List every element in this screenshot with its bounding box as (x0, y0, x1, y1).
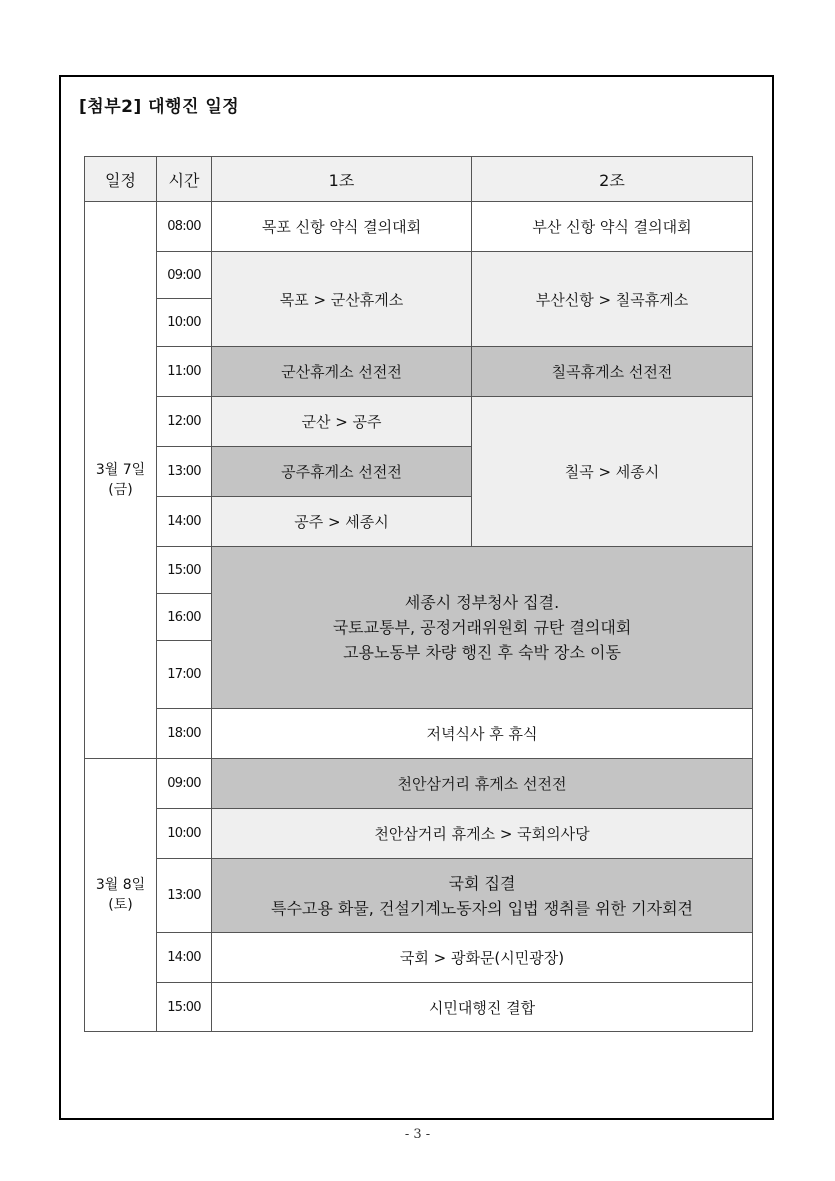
event-cell: 천안삼거리 휴게소 선전전 (212, 759, 753, 809)
time-cell: 09:00 (157, 252, 212, 299)
date-day1: 3월 7일 (95, 462, 146, 478)
event-cell: 군산 > 공주 (212, 397, 472, 447)
event-cell: 칠곡 > 세종시 (472, 397, 753, 547)
schedule-table (84, 156, 753, 1032)
weekday-day2: (토) (108, 897, 133, 913)
joint-line: 국토교통부, 공정거래위원회 규탄 결의대회 (332, 618, 632, 637)
table-row (85, 709, 753, 759)
header-row (85, 157, 753, 202)
event-cell: 목포 신항 약식 결의대회 (212, 202, 472, 252)
joint-line: 고용노동부 차량 행진 후 숙박 장소 이동 (343, 643, 621, 662)
joint-event-cell (212, 859, 753, 933)
time-cell: 09:00 (157, 759, 212, 809)
table-row (85, 809, 753, 859)
time-cell: 13:00 (157, 859, 212, 933)
table-row (85, 547, 753, 594)
event-cell: 천안삼거리 휴게소 > 국회의사당 (212, 809, 753, 859)
table-row (85, 202, 753, 252)
time-cell: 16:00 (157, 594, 212, 641)
header-time: 시간 (157, 157, 212, 202)
header-date: 일정 (85, 157, 157, 202)
joint-line: 특수고용 화물, 건설기계노동자의 입법 쟁취를 위한 기자회견 (270, 898, 693, 918)
table-row (85, 983, 753, 1032)
event-cell: 공주 > 세종시 (212, 497, 472, 547)
time-cell: 10:00 (157, 809, 212, 859)
time-cell: 15:00 (157, 983, 212, 1032)
table-row (85, 397, 753, 447)
event-cell: 칠곡휴게소 선전전 (472, 347, 753, 397)
event-cell: 저녁식사 후 휴식 (212, 709, 753, 759)
time-cell: 13:00 (157, 447, 212, 497)
time-cell: 15:00 (157, 547, 212, 594)
table-row (85, 252, 753, 299)
table-row (85, 933, 753, 983)
event-cell: 군산휴게소 선전전 (212, 347, 472, 397)
joint-line: 세종시 정부청사 집결. (404, 593, 560, 612)
document-title: [첨부2] 대행진 일정 (79, 97, 240, 117)
table-row (85, 759, 753, 809)
table-row (85, 347, 753, 397)
time-cell: 11:00 (157, 347, 212, 397)
event-cell: 국회 > 광화문(시민광장) (212, 933, 753, 983)
event-cell: 시민대행진 결합 (212, 983, 753, 1032)
header-group1: 1조 (212, 157, 472, 202)
header-group2: 2조 (472, 157, 753, 202)
time-cell: 14:00 (157, 497, 212, 547)
date-cell-day2 (85, 759, 157, 1032)
page-number: - 3 - (404, 1127, 431, 1142)
time-cell: 18:00 (157, 709, 212, 759)
event-cell: 부산 신항 약식 결의대회 (472, 202, 753, 252)
date-day2: 3월 8일 (95, 877, 146, 893)
time-cell: 17:00 (157, 641, 212, 709)
weekday-day1: (금) (108, 482, 133, 498)
table-row (85, 859, 753, 933)
event-cell: 부산신항 > 칠곡휴게소 (472, 252, 753, 347)
event-cell: 공주휴게소 선전전 (212, 447, 472, 497)
event-cell: 목포 > 군산휴게소 (212, 252, 472, 347)
joint-line: 국회 집결 (448, 873, 516, 893)
time-cell: 08:00 (157, 202, 212, 252)
time-cell: 12:00 (157, 397, 212, 447)
time-cell: 14:00 (157, 933, 212, 983)
time-cell: 10:00 (157, 299, 212, 347)
joint-event-cell (212, 547, 753, 709)
date-cell-day1 (85, 202, 157, 759)
